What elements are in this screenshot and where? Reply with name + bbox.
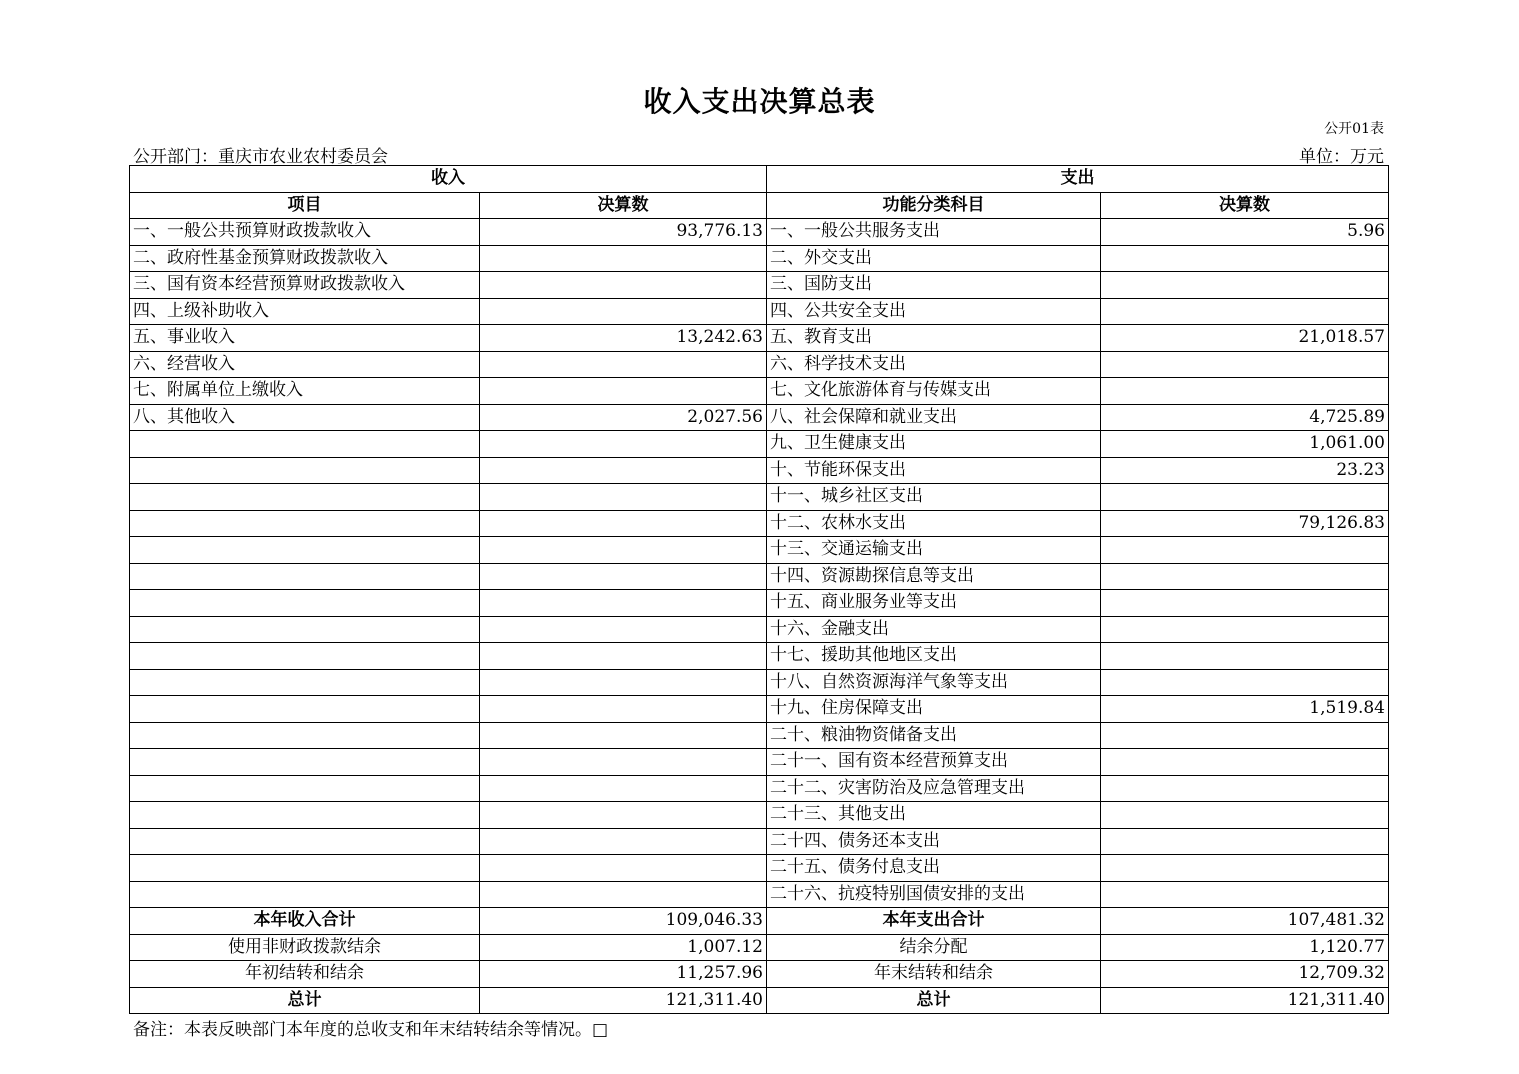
table-row [130, 881, 1389, 908]
income-amount-cell [480, 378, 767, 405]
table-row [130, 431, 1389, 458]
income-amount-cell [480, 643, 767, 670]
income-amount-cell [480, 245, 767, 272]
summary-expense-amount: 107,481.32 [1101, 908, 1389, 935]
expense-item-cell: 十二、农林水支出 [767, 510, 1101, 537]
table-row [130, 351, 1389, 378]
expense-item-cell: 七、文化旅游体育与传媒支出 [767, 378, 1101, 405]
summary-income-label: 本年收入合计 [130, 908, 480, 935]
income-item-cell: 一、一般公共预算财政拨款收入 [130, 219, 480, 246]
table-row [130, 457, 1389, 484]
expense-amount-cell [1101, 351, 1389, 378]
expense-amount-cell [1101, 298, 1389, 325]
expense-item-cell: 二十六、抗疫特别国债安排的支出 [767, 881, 1101, 908]
table-row [130, 722, 1389, 749]
summary-expense-label: 总计 [767, 987, 1101, 1014]
income-item-cell [130, 881, 480, 908]
table-row [130, 855, 1389, 882]
section-header-row [130, 166, 1389, 193]
income-header: 收入 [130, 166, 767, 193]
summary-expense-label: 本年支出合计 [767, 908, 1101, 935]
table-row [130, 245, 1389, 272]
table-row [130, 669, 1389, 696]
expense-amount-cell: 1,519.84 [1101, 696, 1389, 723]
income-item-cell [130, 563, 480, 590]
column-header-row [130, 192, 1389, 219]
income-amount-cell [480, 431, 767, 458]
expense-amount-cell [1101, 590, 1389, 617]
summary-income-label: 总计 [130, 987, 480, 1014]
summary-expense-label: 结余分配 [767, 934, 1101, 961]
expense-amount-cell [1101, 245, 1389, 272]
income-amount-cell: 2,027.56 [480, 404, 767, 431]
expense-item-cell: 二十一、国有资本经营预算支出 [767, 749, 1101, 776]
expense-item-cell: 九、卫生健康支出 [767, 431, 1101, 458]
income-item-cell [130, 828, 480, 855]
expense-amount-cell: 4,725.89 [1101, 404, 1389, 431]
income-item-cell [130, 457, 480, 484]
expense-item-cell: 十一、城乡社区支出 [767, 484, 1101, 511]
summary-expense-label: 年末结转和结余 [767, 961, 1101, 988]
expense-item-cell: 二十四、债务还本支出 [767, 828, 1101, 855]
income-item-cell [130, 696, 480, 723]
income-amount-cell [480, 510, 767, 537]
expense-item-cell: 六、科学技术支出 [767, 351, 1101, 378]
expense-amount-cell [1101, 669, 1389, 696]
table-row [130, 563, 1389, 590]
summary-income-label: 使用非财政拨款结余 [130, 934, 480, 961]
income-item-cell [130, 749, 480, 776]
budget-table [129, 165, 1389, 1014]
summary-row [130, 987, 1389, 1014]
income-item-cell [130, 669, 480, 696]
expense-amount-cell: 21,018.57 [1101, 325, 1389, 352]
table-row [130, 802, 1389, 829]
department-label: 公开部门：重庆市农业农村委员会 [133, 147, 388, 167]
table-row [130, 643, 1389, 670]
table-row [130, 696, 1389, 723]
amount-header: 决算数 [480, 192, 767, 219]
expense-item-cell: 十八、自然资源海洋气象等支出 [767, 669, 1101, 696]
expense-item-cell: 十四、资源勘探信息等支出 [767, 563, 1101, 590]
expense-amount-cell: 5.96 [1101, 219, 1389, 246]
income-amount-cell [480, 351, 767, 378]
income-item-cell [130, 484, 480, 511]
expense-amount-cell [1101, 272, 1389, 299]
expense-item-cell: 二十五、债务付息支出 [767, 855, 1101, 882]
expense-amount-cell [1101, 881, 1389, 908]
table-row [130, 590, 1389, 617]
expense-item-cell: 十七、援助其他地区支出 [767, 643, 1101, 670]
footnote: 备注：本表反映部门本年度的总收支和年末结转结余等情况。□ [133, 1020, 609, 1040]
table-row [130, 298, 1389, 325]
income-item-cell [130, 510, 480, 537]
summary-income-label: 年初结转和结余 [130, 961, 480, 988]
income-amount-cell [480, 272, 767, 299]
income-amount-cell [480, 563, 767, 590]
expense-amount-cell [1101, 484, 1389, 511]
table-row [130, 537, 1389, 564]
income-amount-cell [480, 484, 767, 511]
table-row [130, 775, 1389, 802]
income-item-cell: 八、其他收入 [130, 404, 480, 431]
income-amount-cell [480, 775, 767, 802]
summary-row [130, 908, 1389, 935]
income-amount-cell: 93,776.13 [480, 219, 767, 246]
summary-expense-amount: 1,120.77 [1101, 934, 1389, 961]
summary-income-amount: 1,007.12 [480, 934, 767, 961]
income-amount-cell [480, 616, 767, 643]
summary-expense-amount: 121,311.40 [1101, 987, 1389, 1014]
amount2-header: 决算数 [1101, 192, 1389, 219]
expense-item-cell: 二十、粮油物资储备支出 [767, 722, 1101, 749]
expense-amount-cell: 23.23 [1101, 457, 1389, 484]
expense-amount-cell: 1,061.00 [1101, 431, 1389, 458]
item-header: 项目 [130, 192, 480, 219]
summary-expense-amount: 12,709.32 [1101, 961, 1389, 988]
expense-amount-cell [1101, 855, 1389, 882]
income-item-cell: 三、国有资本经营预算财政拨款收入 [130, 272, 480, 299]
income-item-cell [130, 537, 480, 564]
expense-item-cell: 三、国防支出 [767, 272, 1101, 299]
expense-item-cell: 一、一般公共服务支出 [767, 219, 1101, 246]
expense-item-cell: 五、教育支出 [767, 325, 1101, 352]
summary-income-amount: 109,046.33 [480, 908, 767, 935]
income-item-cell [130, 855, 480, 882]
table-row [130, 272, 1389, 299]
page-title: 收入支出决算总表 [643, 85, 876, 118]
income-item-cell: 七、附属单位上缴收入 [130, 378, 480, 405]
expense-amount-cell [1101, 563, 1389, 590]
expense-item-cell: 十九、住房保障支出 [767, 696, 1101, 723]
table-row [130, 828, 1389, 855]
summary-income-amount: 11,257.96 [480, 961, 767, 988]
expense-item-cell: 二十二、灾害防治及应急管理支出 [767, 775, 1101, 802]
income-item-cell [130, 590, 480, 617]
income-item-cell [130, 616, 480, 643]
income-amount-cell [480, 749, 767, 776]
func-category-header: 功能分类科目 [767, 192, 1101, 219]
income-item-cell: 五、事业收入 [130, 325, 480, 352]
expense-amount-cell: 79,126.83 [1101, 510, 1389, 537]
income-amount-cell [480, 855, 767, 882]
income-amount-cell [480, 722, 767, 749]
summary-row [130, 961, 1389, 988]
table-row [130, 510, 1389, 537]
expense-amount-cell [1101, 722, 1389, 749]
income-amount-cell [480, 669, 767, 696]
table-row [130, 378, 1389, 405]
expense-item-cell: 四、公共安全支出 [767, 298, 1101, 325]
income-amount-cell [480, 298, 767, 325]
income-amount-cell [480, 696, 767, 723]
expense-header: 支出 [767, 166, 1389, 193]
form-number: 公开01表 [1324, 121, 1384, 137]
income-amount-cell [480, 457, 767, 484]
expense-item-cell: 二十三、其他支出 [767, 802, 1101, 829]
table-row [130, 219, 1389, 246]
summary-row [130, 934, 1389, 961]
income-amount-cell [480, 537, 767, 564]
unit-label: 单位：万元 [1299, 147, 1384, 167]
expense-item-cell: 二、外交支出 [767, 245, 1101, 272]
income-amount-cell: 13,242.63 [480, 325, 767, 352]
expense-item-cell: 十六、金融支出 [767, 616, 1101, 643]
income-amount-cell [480, 881, 767, 908]
table-row [130, 749, 1389, 776]
table-row [130, 616, 1389, 643]
income-amount-cell [480, 828, 767, 855]
expense-amount-cell [1101, 643, 1389, 670]
income-amount-cell [480, 802, 767, 829]
income-item-cell: 六、经营收入 [130, 351, 480, 378]
expense-amount-cell [1101, 775, 1389, 802]
expense-amount-cell [1101, 616, 1389, 643]
table-row [130, 325, 1389, 352]
expense-amount-cell [1101, 828, 1389, 855]
income-amount-cell [480, 590, 767, 617]
expense-item-cell: 十、节能环保支出 [767, 457, 1101, 484]
income-item-cell [130, 802, 480, 829]
income-item-cell [130, 722, 480, 749]
table-row [130, 404, 1389, 431]
expense-amount-cell [1101, 749, 1389, 776]
summary-income-amount: 121,311.40 [480, 987, 767, 1014]
expense-amount-cell [1101, 537, 1389, 564]
expense-item-cell: 十三、交通运输支出 [767, 537, 1101, 564]
expense-item-cell: 十五、商业服务业等支出 [767, 590, 1101, 617]
income-item-cell: 二、政府性基金预算财政拨款收入 [130, 245, 480, 272]
expense-item-cell: 八、社会保障和就业支出 [767, 404, 1101, 431]
income-item-cell [130, 431, 480, 458]
income-item-cell [130, 775, 480, 802]
income-item-cell: 四、上级补助收入 [130, 298, 480, 325]
table-row [130, 484, 1389, 511]
income-item-cell [130, 643, 480, 670]
expense-amount-cell [1101, 378, 1389, 405]
expense-amount-cell [1101, 802, 1389, 829]
